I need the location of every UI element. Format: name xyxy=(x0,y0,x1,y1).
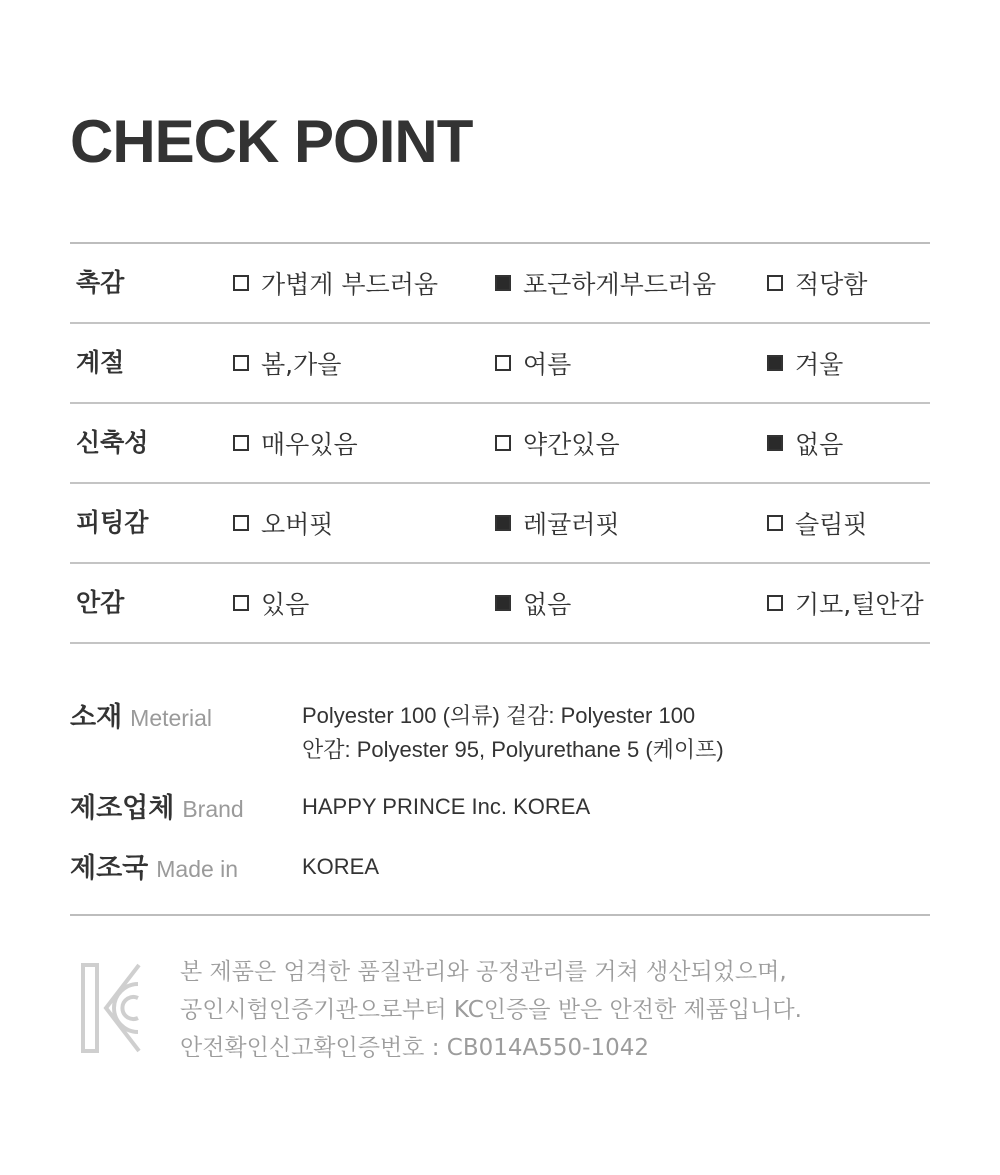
row-label: 안감 xyxy=(76,588,125,617)
option-item xyxy=(495,244,716,322)
option-label: 레귤러핏 xyxy=(523,510,620,539)
option-label: 매우있음 xyxy=(261,430,358,459)
page-title: CHECK POINT xyxy=(70,108,473,175)
spec-value-line: Polyester 100 (의류) 겉감: Polyester 100 xyxy=(302,703,696,728)
option-label: 적당함 xyxy=(795,270,868,299)
table-row xyxy=(70,564,930,644)
checkbox-icon xyxy=(495,355,511,371)
option-item xyxy=(767,564,924,642)
notice-line: 본 제품은 엄격한 품질관리와 공정관리를 거쳐 생산되었으며, xyxy=(180,959,787,985)
spec-value xyxy=(302,699,724,767)
checkbox-icon xyxy=(767,515,783,531)
checkbox-icon xyxy=(495,435,511,451)
checked-checkbox-icon xyxy=(495,595,511,611)
checkbox-icon xyxy=(233,275,249,291)
option-label: 없음 xyxy=(523,590,572,619)
check-point-table xyxy=(70,242,930,644)
checked-checkbox-icon xyxy=(767,435,783,451)
checkbox-icon xyxy=(233,595,249,611)
checked-checkbox-icon xyxy=(495,515,511,531)
spec-label-ko: 제조업체 xyxy=(70,793,175,824)
option-label: 봄,가을 xyxy=(261,350,342,379)
option-label: 가볍게 부드러움 xyxy=(261,270,438,299)
spec-label-en: Meterial xyxy=(130,705,212,731)
option-item xyxy=(495,564,571,642)
table-row xyxy=(70,324,930,404)
option-item xyxy=(233,564,309,642)
option-label: 포근하게부드러움 xyxy=(523,270,717,299)
kc-certification-logo-icon xyxy=(80,962,142,1054)
table-row xyxy=(70,404,930,484)
spec-label-ko: 소재 xyxy=(70,702,123,733)
checkbox-icon xyxy=(767,595,783,611)
option-item xyxy=(495,404,620,482)
row-label: 계절 xyxy=(76,348,125,377)
option-item xyxy=(233,244,438,322)
spec-label-ko: 제조국 xyxy=(70,853,149,884)
section-divider xyxy=(70,914,930,916)
spec-value: KOREA xyxy=(302,854,380,879)
checkbox-icon xyxy=(233,435,249,451)
option-item xyxy=(767,324,843,402)
checked-checkbox-icon xyxy=(767,355,783,371)
row-label: 촉감 xyxy=(76,268,125,297)
checkbox-icon xyxy=(767,275,783,291)
option-label: 여름 xyxy=(523,350,572,379)
row-label: 신축성 xyxy=(76,428,149,457)
spec-label-en: Made in xyxy=(156,856,239,882)
option-item xyxy=(233,484,333,562)
option-label: 기모,털안감 xyxy=(795,590,924,619)
option-item xyxy=(495,324,571,402)
checkbox-icon xyxy=(233,515,249,531)
option-item xyxy=(495,484,620,562)
checkbox-icon xyxy=(233,355,249,371)
option-item xyxy=(233,404,358,482)
spec-value: HAPPY PRINCE Inc. KOREA xyxy=(302,794,591,819)
option-label: 오버핏 xyxy=(261,510,334,539)
certification-notice xyxy=(180,953,802,1067)
option-label: 슬림핏 xyxy=(795,510,868,539)
table-row xyxy=(70,244,930,324)
option-label: 약간있음 xyxy=(523,430,620,459)
option-item xyxy=(767,244,867,322)
option-item xyxy=(767,404,843,482)
checked-checkbox-icon xyxy=(495,275,511,291)
table-row xyxy=(70,484,930,564)
option-label: 없음 xyxy=(795,430,844,459)
spec-label-en: Brand xyxy=(182,796,244,822)
option-item xyxy=(233,324,341,402)
option-label: 있음 xyxy=(261,590,310,619)
certification-number: 안전확인신고확인증번호 : CB014A550-1042 xyxy=(180,1035,649,1061)
row-label: 피팅감 xyxy=(76,508,149,537)
spec-value-line: 안감: Polyester 95, Polyurethane 5 (케이프) xyxy=(302,737,724,762)
option-item xyxy=(767,484,867,562)
option-label: 겨울 xyxy=(795,350,844,379)
notice-line: 공인시험인증기관으로부터 KC인증을 받은 안전한 제품입니다. xyxy=(180,997,802,1023)
